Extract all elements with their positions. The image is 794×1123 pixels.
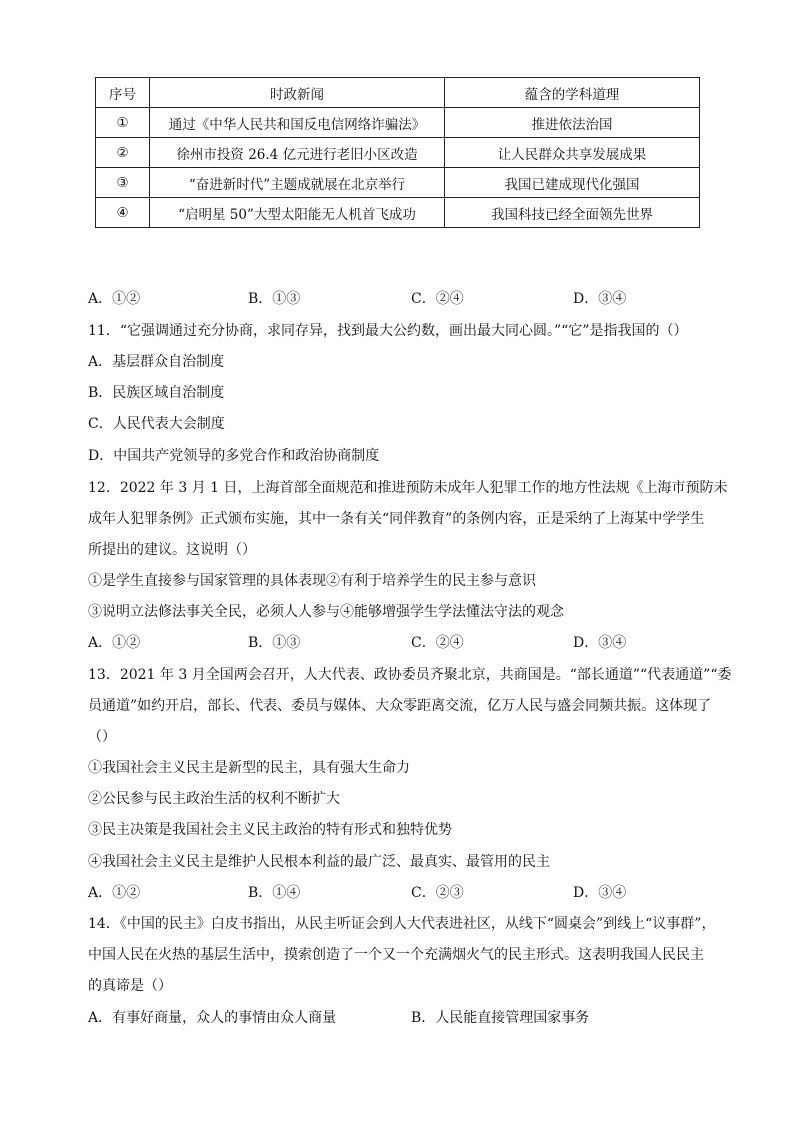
q12-option-d[interactable]: D．③④ — [573, 635, 627, 651]
table-row — [96, 198, 700, 228]
table-header-row — [96, 78, 700, 108]
q11-option-a[interactable]: A．基层群众自治制度 — [88, 354, 225, 370]
q10-option-b[interactable]: B．①③ — [248, 291, 301, 307]
header-cell-news: 时政新闻 — [150, 78, 445, 108]
q13-stem-line: 13．2021 年 3 月全国两会召开，人大代表、政协委员齐聚北京，共商国是。“部长通道”“代表通道”“委 — [88, 667, 732, 683]
q13-options — [88, 883, 728, 903]
q14-stem-line: 14．《中国的民主》白皮书指出，从民主听证会到人大代表进社区，从线下“圆桌会”到线上“议事群”， — [88, 916, 716, 932]
row-number: ② — [96, 138, 150, 168]
row-principle: 让人民群众共享发展成果 — [445, 138, 700, 168]
q12-option-c[interactable]: C．②④ — [411, 635, 464, 651]
q14-stem-line: 中国人民在火热的基层生活中，摸索创造了一个又一个充满烟火气的民主形式。这表明我国人民民主 — [88, 947, 704, 963]
q13-stem-line: 员通道”如约开启，部长、代表、委员与媒体、大众零距离交流，亿万人民与盛会同频共振。这体现了 — [88, 698, 712, 714]
row-news: 徐州市投资 26.4 亿元进行老旧小区改造 — [150, 138, 445, 168]
q14-stem-line: 的真谛是（） — [88, 978, 172, 994]
q11-stem: 11．“它强调通过充分协商，求同存异，找到最大公约数，画出最大同心圆。”“它”是指我国的（） — [88, 323, 688, 339]
header-cell-number: 序号 — [96, 78, 150, 108]
row-number: ④ — [96, 198, 150, 228]
row-news: “奋进新时代”主题成就展在北京举行 — [150, 168, 445, 198]
table-row — [96, 168, 700, 198]
q13-statement: ②公民参与民主政治生活的权利不断扩大 — [88, 791, 340, 807]
q11-option-d[interactable]: D．中国共产党领导的多党合作和政治协商制度 — [88, 448, 380, 464]
q10-option-a[interactable]: A．①② — [88, 291, 141, 307]
q13-statement: ④我国社会主义民主是维护人民根本利益的最广泛、最真实、最管用的民主 — [88, 854, 550, 870]
row-principle: 推进依法治国 — [445, 108, 700, 138]
q10-option-d[interactable]: D．③④ — [573, 291, 627, 307]
q12-stem-line: 成年人犯罪条例》正式颁布实施，其中一条有关“同伴教育”的条例内容，正是采纳了上海某中学学生 — [88, 511, 705, 527]
table-row — [96, 138, 700, 168]
header-cell-principle: 蕴含的学科道理 — [445, 78, 700, 108]
q12-option-a[interactable]: A．①② — [88, 635, 141, 651]
q14-option-b[interactable]: B．人民能直接管理国家事务 — [411, 1010, 590, 1026]
row-principle: 我国已建成现代化强国 — [445, 168, 700, 198]
q13-statement: ①我国社会主义民主是新型的民主，具有强大生命力 — [88, 760, 410, 776]
news-table — [95, 77, 700, 228]
q12-options — [88, 633, 728, 653]
q10-option-c[interactable]: C．②④ — [411, 291, 464, 307]
q13-statement: ③民主决策是我国社会主义民主政治的特有形式和独特优势 — [88, 822, 452, 838]
q12-option-b[interactable]: B．①③ — [248, 635, 301, 651]
q13-option-b[interactable]: B．①④ — [248, 885, 301, 901]
row-news: 通过《中华人民共和国反电信网络诈骗法》 — [150, 108, 445, 138]
q12-statement: ①是学生直接参与国家管理的具体表现②有利于培养学生的民主参与意识 — [88, 573, 536, 589]
q11-option-b[interactable]: B．民族区域自治制度 — [88, 385, 225, 401]
q10-options — [88, 289, 728, 309]
row-news: “启明星 50”大型太阳能无人机首飞成功 — [150, 198, 445, 228]
q13-stem-line: （） — [88, 729, 116, 745]
q14-options — [88, 1008, 728, 1028]
q11-option-c[interactable]: C．人民代表大会制度 — [88, 416, 225, 432]
row-number: ① — [96, 108, 150, 138]
row-principle: 我国科技已经全面领先世界 — [445, 198, 700, 228]
q13-option-c[interactable]: C．②③ — [411, 885, 464, 901]
q14-option-a[interactable]: A．有事好商量，众人的事情由众人商量 — [88, 1010, 337, 1026]
q12-stem-line: 所提出的建议。这说明（） — [88, 542, 256, 558]
q13-option-d[interactable]: D．③④ — [573, 885, 627, 901]
row-number: ③ — [96, 168, 150, 198]
table-row — [96, 108, 700, 138]
q13-option-a[interactable]: A．①② — [88, 885, 141, 901]
q12-stem-line: 12．2022 年 3 月 1 日，上海首部全面规范和推进预防未成年人犯罪工作的地方性法规《上海市预防未 — [88, 480, 728, 496]
q12-statement: ③说明立法修法事关全民，必须人人参与④能够增强学生学法懂法守法的观念 — [88, 604, 564, 620]
